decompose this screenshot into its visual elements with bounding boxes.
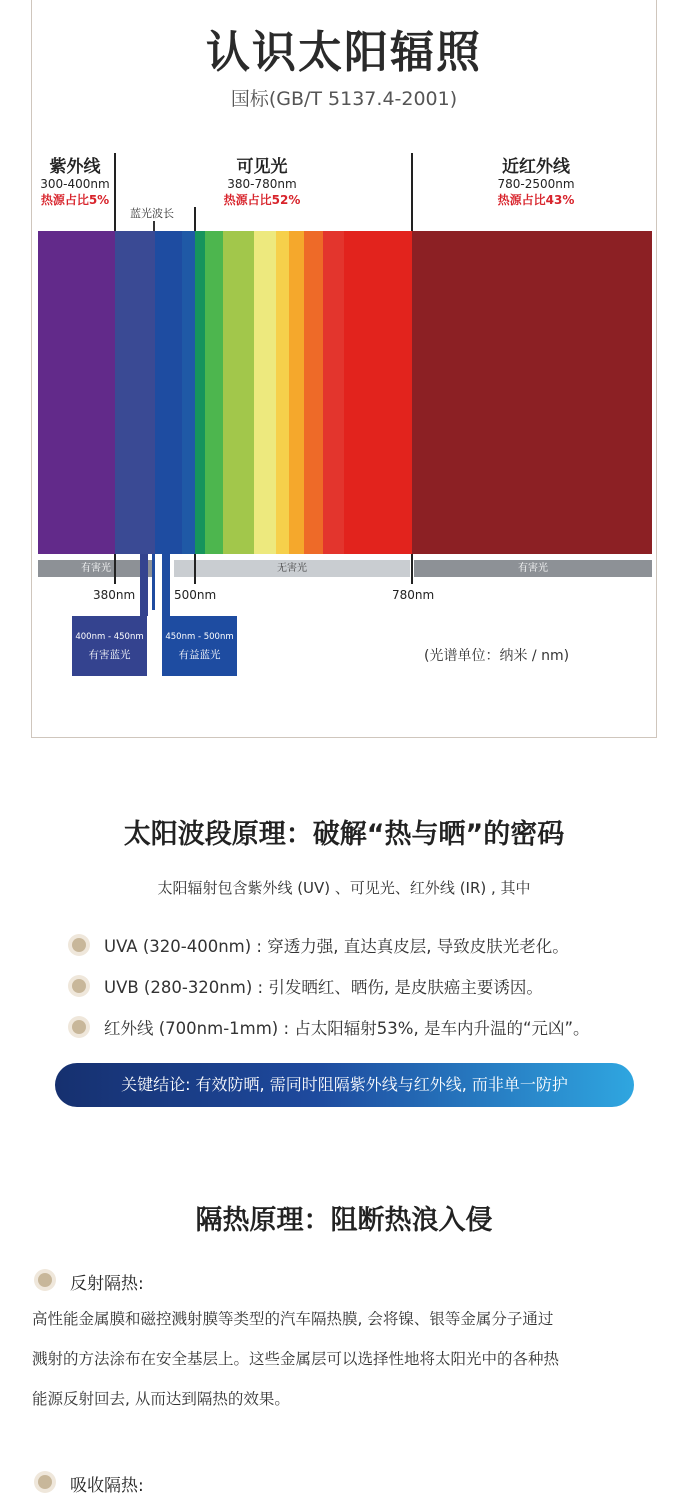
uv-share: 热源占比5%: [40, 193, 110, 207]
spectrum-segment-lime: [223, 231, 254, 554]
spectrum-segment-dark-orange: [304, 231, 323, 554]
visible-name: 可见光: [236, 157, 288, 177]
bullet-dot-icon: [68, 975, 90, 997]
bullet-dot-icon: [68, 934, 90, 956]
spectrum-segment-red: [344, 231, 412, 554]
spectrum-segment-green: [205, 231, 223, 554]
blue-thin-connector: [152, 554, 155, 610]
blue-wave-pointer: [153, 221, 155, 231]
beneficial-blue-connector: [162, 554, 170, 616]
harmful-blue-name: 有害蓝光: [88, 649, 131, 661]
beneficial-blue-name: 有益蓝光: [178, 649, 221, 661]
visible-range: 380-780nm: [227, 177, 297, 191]
visible-ir-divider: [411, 153, 413, 231]
blue-end-divider: [194, 207, 196, 231]
spectrum-unit-note: (光谱单位：纳米 / nm): [424, 648, 570, 664]
bullet-uva-text: UVA (320-400nm) : 穿透力强, 直达真皮层, 导致皮肤光老化。: [104, 937, 569, 956]
uv-range: 300-400nm: [40, 177, 110, 191]
tick-380-label: 380nm: [93, 588, 136, 602]
bullet-uvb-text: UVB (280-320nm) : 引发晒红、晒伤, 是皮肤癌主要诱因。: [104, 978, 543, 997]
beneficial-blue-range: 450nm - 500nm: [165, 632, 234, 642]
beneficial-blue-box: [162, 616, 237, 676]
tick-780-line: [411, 554, 413, 584]
ir-range: 780-2500nm: [497, 177, 575, 191]
tick-380-line: [114, 554, 116, 584]
spectrum-segment-blue: [155, 231, 182, 554]
key-conclusion-banner: 关键结论: 有效防晒, 需同时阻隔紫外线与红外线, 而非单一防护: [55, 1063, 634, 1107]
reflect-heading: 反射隔热:: [70, 1274, 144, 1294]
uv-header: [34, 152, 116, 208]
bullet-dot-icon: [68, 1016, 90, 1038]
strip-harmless: 无害光: [174, 560, 410, 577]
strip-harmful-right: 有害光: [414, 560, 652, 577]
ir-share: 热源占比43%: [497, 193, 575, 207]
absorb-dot-icon: [34, 1471, 56, 1493]
absorb-heading: 吸收隔热:: [70, 1476, 144, 1496]
reflect-line: 高性能金属膜和磁控溅射膜等类型的汽车隔热膜, 会将镍、银等金属分子通过: [32, 1310, 554, 1328]
bullet-ir: [68, 1015, 590, 1039]
uv-visible-divider: [114, 153, 116, 231]
harmful-blue-box: [72, 616, 147, 676]
harmful-blue-connector: [140, 554, 148, 616]
standard-reference: 国标(GB/T 5137.4-2001): [230, 88, 458, 110]
reflect-paragraph: [32, 1299, 662, 1419]
reflect-line: 溅射的方法涂布在安全基层上。这些金属层可以选择性地将太阳光中的各种热: [32, 1350, 560, 1368]
ir-header: [480, 152, 592, 208]
reflect-line: 能源反射回去, 从而达到隔热的效果。: [32, 1390, 290, 1408]
spectrum-segment-violet: [38, 231, 115, 554]
blue-wave-label: 蓝光波长: [130, 207, 174, 220]
tick-500-line: [194, 554, 196, 584]
spectrum-segment-gold: [276, 231, 289, 554]
spectrum-segment-red-orange: [323, 231, 344, 554]
bullet-ir-text: 红外线 (700nm-1mm) : 占太阳辐射53%, 是车内升温的“元凶”。: [104, 1019, 590, 1038]
spectrum-segment-blue2: [182, 231, 195, 554]
uv-name: 紫外线: [49, 157, 101, 177]
section1-intro: 太阳辐射包含紫外线 (UV) 、可见光、红外线 (IR) , 其中: [157, 879, 531, 897]
bullet-uva: [68, 933, 569, 957]
section2-title: [0, 1198, 688, 1237]
spectrum-segment-indigo: [115, 231, 155, 554]
spectrum-segment-yellow: [254, 231, 276, 554]
tick-780-label: 780nm: [392, 588, 435, 602]
visible-header: [210, 152, 314, 208]
spectrum-segment-orange: [289, 231, 304, 554]
strip-harmful-left: 有害光: [38, 560, 154, 577]
section1-title-text: 太阳波段原理：破解“热与晒”的密码: [124, 812, 565, 851]
spectrum-segment-ir: [412, 231, 652, 554]
page-title: 认识太阳辐照: [206, 27, 482, 78]
tick-500-label: 500nm: [174, 588, 217, 602]
spectrum-segment-teal: [195, 231, 205, 554]
visible-share: 热源占比52%: [223, 193, 301, 207]
ir-name: 近红外线: [502, 157, 570, 177]
reflect-dot-icon: [34, 1269, 56, 1291]
bullet-uvb: [68, 974, 543, 998]
harmful-blue-range: 400nm - 450nm: [75, 632, 144, 642]
section1-title: [0, 812, 688, 851]
section2-title-text: 隔热原理：阻断热浪入侵: [196, 1198, 493, 1237]
